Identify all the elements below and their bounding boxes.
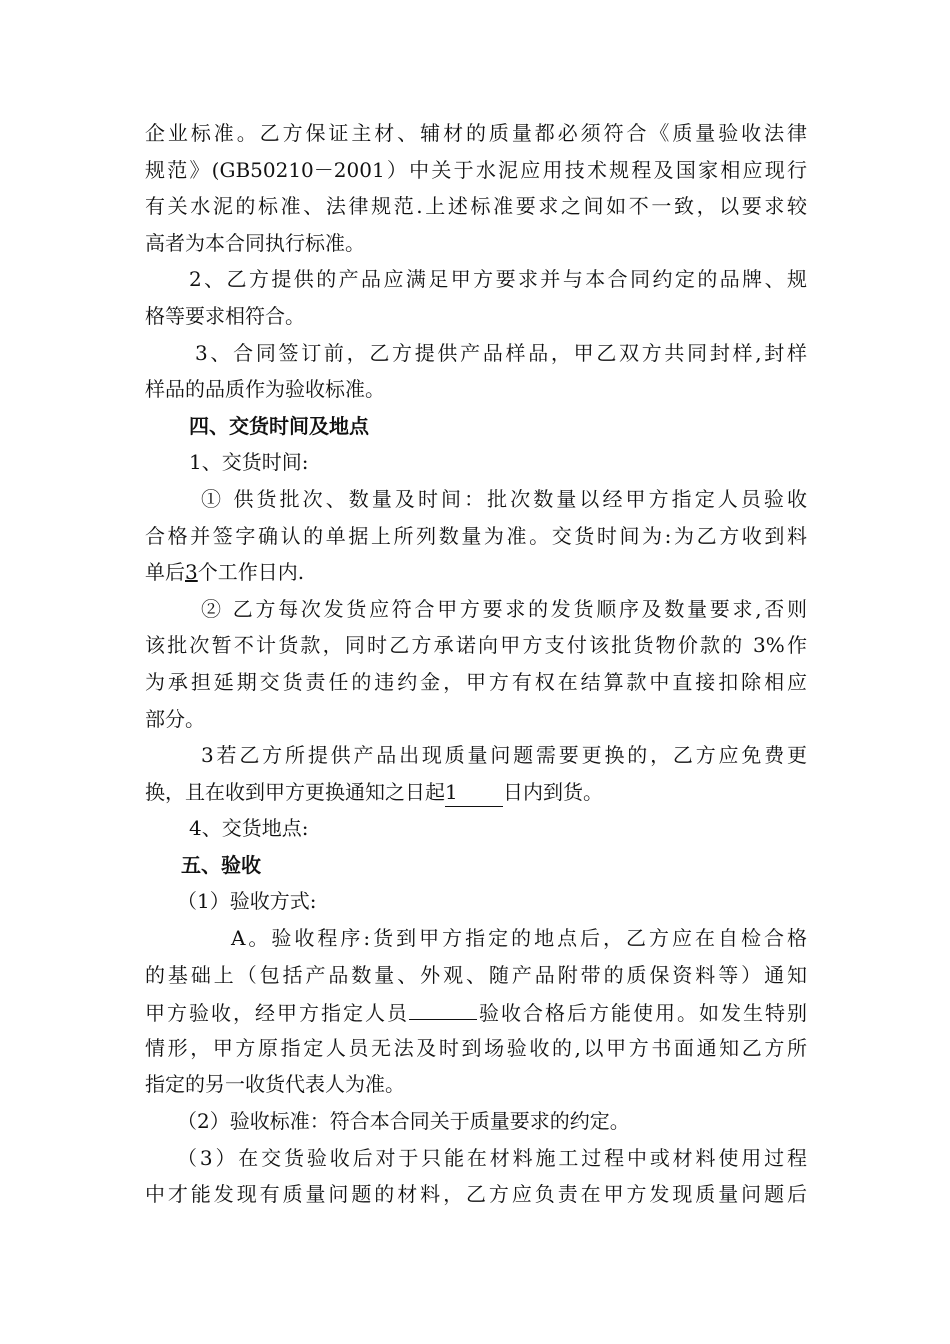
text-line: 3、合同签订前，乙方提供产品样品，甲乙双方共同封样,封样 — [195, 340, 807, 365]
document-page — [145, 115, 807, 1213]
text-line: 指定的另一收货代表人为准。 — [145, 1072, 405, 1097]
text-line: 高者为本合同执行标准。 — [145, 230, 365, 255]
underlined-value: 3 — [185, 560, 198, 585]
text-fragment: 甲方验收，经甲方指定人员 — [145, 1001, 409, 1026]
blank-field — [409, 993, 477, 1020]
text-line: 中才能发现有质量问题的材料，乙方应负责在甲方发现质量问题后 — [145, 1182, 807, 1207]
text-line — [145, 993, 807, 1030]
text-line: ② 乙方每次发货应符合甲方要求的发货顺序及数量要求,否则 — [201, 596, 807, 621]
text-line: 1、交货时间: — [189, 450, 309, 475]
section-heading: 四、交货时间及地点 — [189, 413, 369, 438]
text-line: （1）验收方式: — [177, 889, 317, 914]
underlined-value: 1 — [445, 780, 503, 807]
text-line: 2、乙方提供的产品应满足甲方要求并与本合同约定的品牌、规 — [189, 267, 807, 292]
text-line: A。验收程序:货到甲方指定的地点后，乙方应在自检合格 — [231, 926, 807, 951]
text-fragment: 个工作日内. — [197, 560, 305, 585]
text-line: 的基础上（包括产品数量、外观、随产品附带的质保资料等）通知 — [145, 962, 807, 987]
text-line: ① 供货批次、数量及时间：批次数量以经甲方指定人员验收 — [201, 486, 807, 511]
text-fragment: 单后 — [145, 560, 185, 585]
text-line — [145, 554, 807, 591]
text-line: （2）验收标准：符合本合同关于质量要求的约定。 — [177, 1109, 630, 1134]
text-fragment: 换，且在收到甲方更换通知之日起 — [145, 779, 445, 804]
text-line: 合格并签字确认的单据上所列数量为准。交货时间为:为乙方收到料 — [145, 523, 807, 548]
text-line: 3若乙方所提供产品出现质量问题需要更换的，乙方应免费更 — [201, 743, 807, 768]
text-line: 有关水泥的标准、法律规范.上述标准要求之间如不一致，以要求较 — [145, 194, 807, 219]
section-heading: 五、验收 — [181, 852, 261, 877]
text-line — [145, 774, 807, 811]
text-fragment: 日内到货。 — [503, 779, 603, 804]
text-line: （3）在交货验收后对于只能在材料施工过程中或材料使用过程 — [177, 1145, 807, 1170]
text-line: 部分。 — [145, 706, 205, 731]
text-line: 为承担延期交货责任的违约金，甲方有权在结算款中直接扣除相应 — [145, 669, 807, 694]
text-line: 企业标准。乙方保证主材、辅材的质量都必须符合《质量验收法律 — [145, 121, 807, 145]
text-line: 规范》(GB50210－2001）中关于水泥应用技术规程及国家相应现行 — [145, 157, 807, 182]
text-line: 情形，甲方原指定人员无法及时到场验收的,以甲方书面通知乙方所 — [145, 1035, 807, 1060]
text-line: 格等要求相符合。 — [145, 303, 305, 328]
text-line: 4、交货地点: — [189, 816, 309, 841]
text-fragment: 验收合格后方能使用。如发生特别 — [477, 1001, 807, 1026]
text-line: 该批次暂不计货款，同时乙方承诺向甲方支付该批货物价款的 3%作 — [145, 633, 807, 658]
text-line: 样品的品质作为验收标准。 — [145, 377, 385, 402]
